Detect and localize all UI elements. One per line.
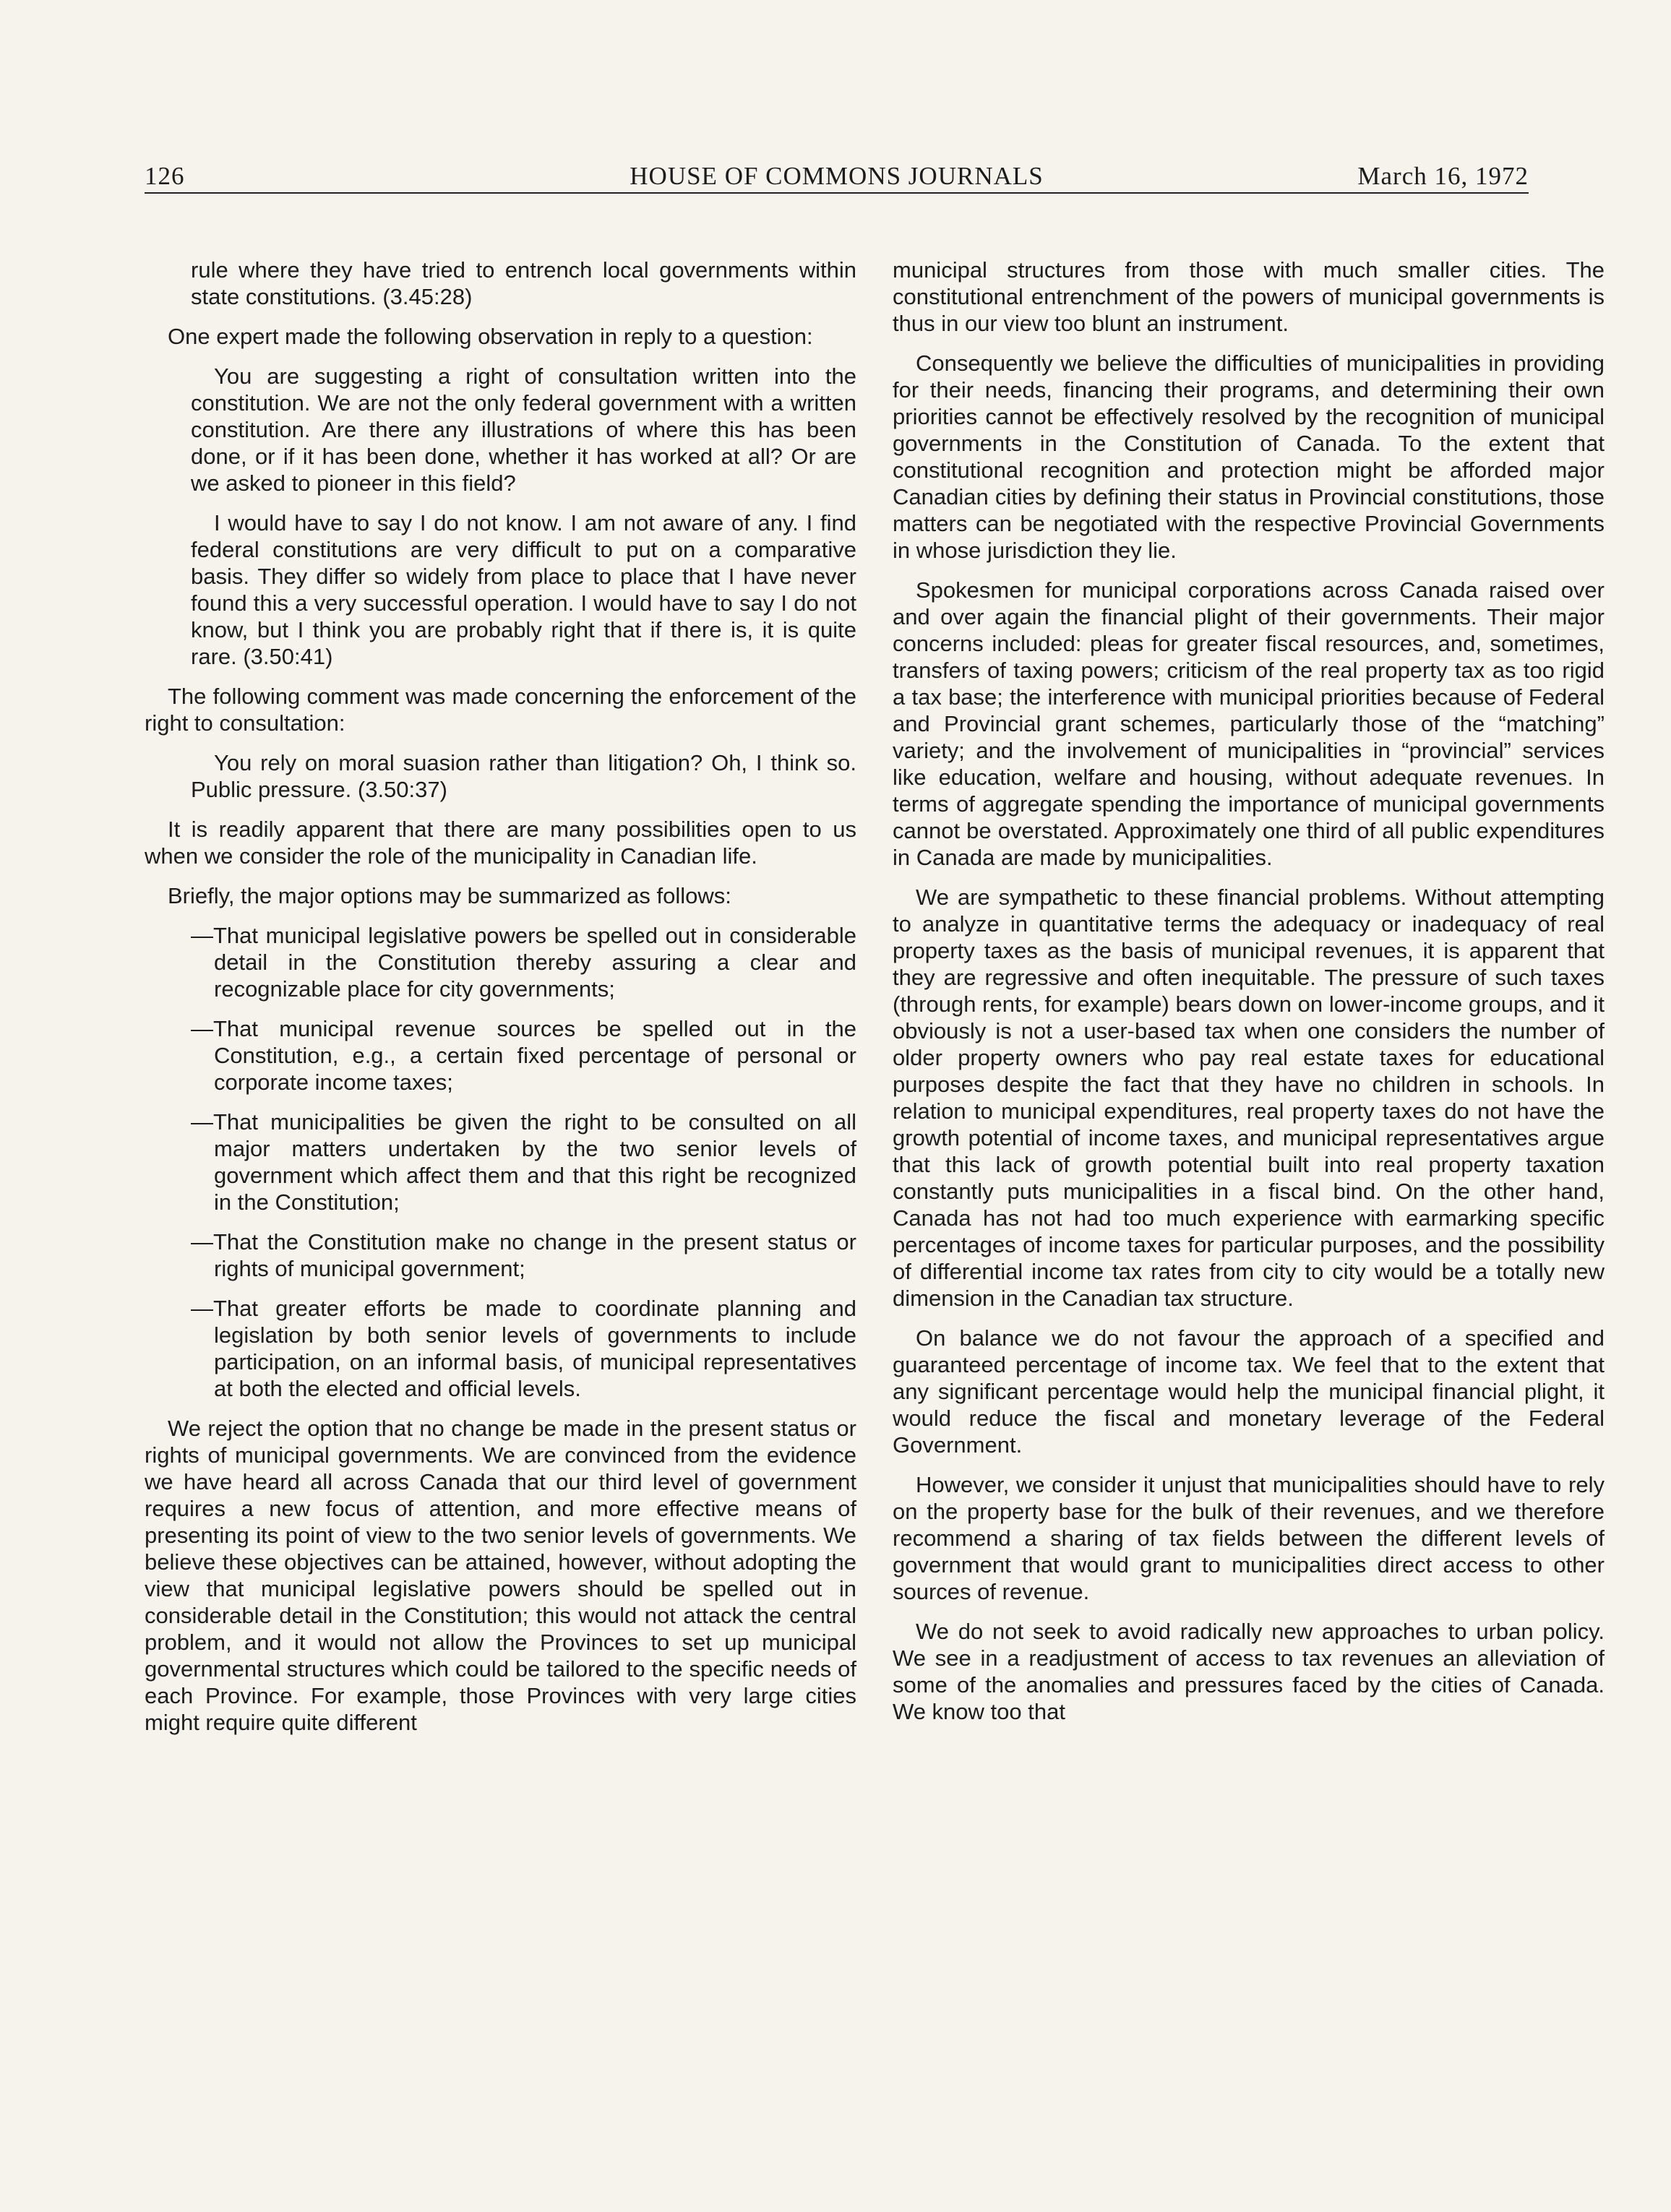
- paragraph: We do not seek to avoid radically new approaches to urban policy. We see in a readjustment of access to tax revenues an alleviation of some of the anomalies and pressures faced by the cities of Canada. We know too that: [893, 1619, 1605, 1724]
- paragraph: We are sympathetic to these financial problems. Without attempting to analyze in quantitative terms the adequacy or inadequacy of real property taxes as the basis of municipal revenues, it is apparent that they are regressive and often inequitable. The pressure of such taxes (through rents, for example) bears down on lower-income groups, and it obviously is not a user-based tax when one considers the number of older property owners who pay real estate taxes for educational purposes despite the fact that they have no children in schools. In relation to municipal expenditures, real property taxes do not have the growth potential of income taxes, and municipal representatives argue that this lack of growth potential built into real property taxation constantly puts municipalities in a fiscal bind. On the other hand, Canada has not had too much experience with earmarking specific percentages of income taxes for particular purposes, and the possibility of differential income tax rates from city to city would be a totally new dimension in the Canadian tax structure.: [893, 885, 1605, 1311]
- paragraph: Spokesmen for municipal corporations across Canada raised over and over again the financial plight of their governments. Their major concerns included: pleas for greater fiscal resources, and, sometimes, transfers of taxing powers; criticism of the real property tax as too rigid a tax base; the interference with municipal priorities because of Federal and Provincial grant schemes, particularly those of the “matching” variety; and the involvement of municipalities in “provincial” services like education, welfare and housing, without adequate revenues. In terms of aggregate spending the importance of municipal governments cannot be overstated. Approximately one third of all public expenditures in Canada are made by municipalities.: [893, 577, 1605, 870]
- option-item: —That the Constitution make no change in the present status or rights of municipal government;: [191, 1229, 856, 1281]
- page-header: [145, 160, 1529, 194]
- block-quote: I would have to say I do not know. I am not aware of any. I find federal constitutions are very difficult to put on a comparative basis. They differ so widely from place to place that I have never found this a very successful operation. I would have to say I do not know, but I think you are probably right that if there is, it is quite rare. (3.50:41): [191, 510, 856, 669]
- paragraph: Consequently we believe the difficulties of municipalities in providing for their needs, financing their programs, and determining their own priorities cannot be effectively resolved by the recognition of municipal governments in the Constitution of Canada. To the extent that constitutional recognition and protection might be afforded major Canadian cities by defining their status in Provincial constitutions, those matters can be negotiated with the respective Provincial Governments in whose jurisdiction they lie.: [893, 350, 1605, 563]
- paragraph: Briefly, the major options may be summarized as follows:: [168, 883, 731, 908]
- option-item: —That municipal legislative powers be spelled out in considerable detail in the Constitution thereby assuring a clear and recognizable place for city governments;: [191, 923, 856, 1002]
- paragraph: The following comment was made concerning the enforcement of the right to consultation:: [145, 684, 856, 736]
- paragraph: One expert made the following observation in reply to a question:: [168, 324, 813, 349]
- option-item: —That municipal revenue sources be spelled out in the Constitution, e.g., a certain fixed percentage of personal or corporate income taxes;: [191, 1016, 856, 1095]
- option-item: —That municipalities be given the right to be consulted on all major matters undertaken by the two senior levels of government which affect them and that this right be recognized in the Constitution;: [191, 1109, 856, 1215]
- page-number: 126: [145, 162, 185, 190]
- paragraph: It is readily apparent that there are many possibilities open to us when we consider the role of the municipality in Canadian life.: [145, 817, 856, 869]
- paragraph: rule where they have tried to entrench local governments within state constitutions. (3.45:28): [191, 257, 856, 309]
- journal-title: HOUSE OF COMMONS JOURNALS: [630, 162, 1044, 190]
- option-item: —That greater efforts be made to coordinate planning and legislation by both senior levels of governments to include participation, on an informal basis, of municipal representatives at both the elected and official levels.: [191, 1296, 856, 1401]
- block-quote: You rely on moral suasion rather than litigation? Oh, I think so. Public pressure. (3.50:37): [191, 750, 856, 802]
- page-date: March 16, 1972: [1357, 162, 1529, 190]
- paragraph: On balance we do not favour the approach of a specified and guaranteed percentage of income tax. We feel that to the extent that any significant percentage would help the municipal financial plight, it would reduce the fiscal and monetary leverage of the Federal Government.: [893, 1325, 1605, 1458]
- paragraph: We reject the option that no change be made in the present status or rights of municipal governments. We are convinced from the evidence we have heard all across Canada that our third level of government requires a new focus of attention, and more effective means of presenting its point of view to the two senior levels of governments. We believe these objectives can be attained, however, without adopting the view that municipal legislative powers should be spelled out in considerable detail in the Constitution; this would not attack the central problem, and it would not allow the Provinces to set up municipal governmental structures which could be tailored to the specific needs of each Province. For example, those Provinces with very large cities might require quite different: [145, 1416, 856, 1735]
- paragraph: municipal structures from those with much smaller cities. The constitutional entrenchment of the powers of municipal governments is thus in our view too blunt an instrument.: [893, 257, 1605, 336]
- right-column: [893, 257, 1605, 1738]
- paragraph: However, we consider it unjust that municipalities should have to rely on the property base for the bulk of their revenues, and we therefore recommend a sharing of tax fields between the different levels of government that would grant to municipalities direct access to other sources of revenue.: [893, 1472, 1605, 1604]
- left-column: [145, 257, 856, 1749]
- block-quote: You are suggesting a right of consultation written into the constitution. We are not the only federal government with a written constitution. Are there any illustrations of where this has been done, or if it has been done, whether it has worked at all? Or are we asked to pioneer in this field?: [191, 363, 856, 496]
